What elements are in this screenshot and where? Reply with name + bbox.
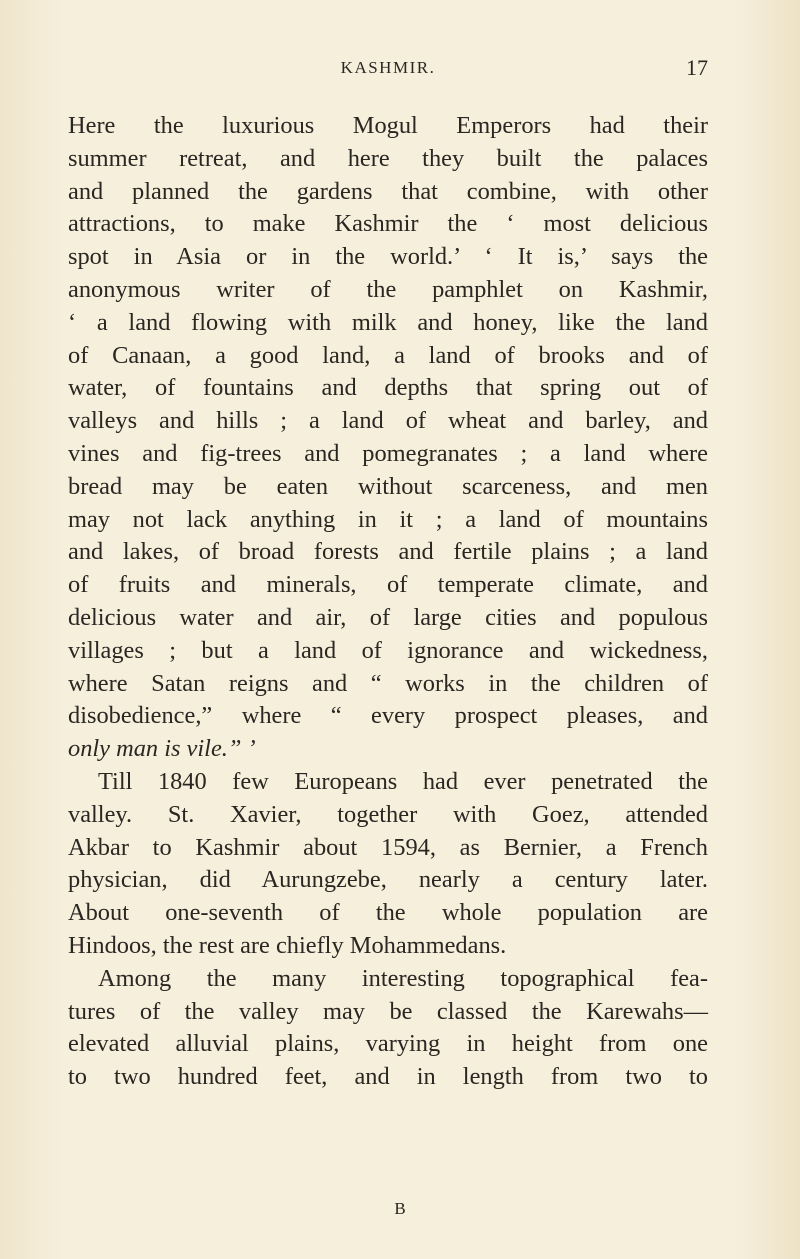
text-line: villages ; but a land of ignorance and wickedness, bbox=[68, 636, 708, 664]
paragraph bbox=[68, 110, 708, 766]
running-head bbox=[68, 55, 708, 82]
text-line-italic: only man is vile.” ’ bbox=[68, 735, 256, 763]
text-line: Here the luxurious Mogul Emperors had their bbox=[68, 112, 708, 139]
text-line: Akbar to Kashmir about 1594, as Bernier, a French bbox=[68, 833, 708, 861]
text-line: ‘ a land flowing with milk and honey, like the land bbox=[68, 308, 708, 336]
text-line: water, of fountains and depths that spring out of bbox=[68, 374, 708, 402]
text-line: Hindoos, the rest are chiefly Mohammedans. bbox=[68, 931, 507, 959]
text-line: physician, did Aurungzebe, nearly a century later. bbox=[68, 866, 708, 894]
text-line: About one-seventh of the whole population are bbox=[68, 899, 708, 927]
text-line: tures of the valley may be classed the Karewahs— bbox=[68, 997, 708, 1025]
text-line: elevated alluvial plains, varying in height from one bbox=[68, 1030, 708, 1058]
signature-mark: B bbox=[394, 1199, 406, 1218]
text-line: to two hundred feet, and in length from two to bbox=[68, 1063, 708, 1091]
text-line: attractions, to make Kashmir the ‘ most delicious bbox=[68, 210, 708, 238]
text-line: valleys and hills ; a land of wheat and barley, and bbox=[68, 407, 708, 435]
text-line: anonymous writer of the pamphlet on Kashmir, bbox=[68, 275, 708, 303]
text-line: summer retreat, and here they built the palaces bbox=[68, 144, 708, 172]
text-line: Among the many interesting topographical fea- bbox=[98, 964, 708, 992]
text-line: spot in Asia or in the world.’ ‘ It is,’ says the bbox=[68, 243, 708, 271]
text-line: Till 1840 few Europeans had ever penetrated the bbox=[98, 767, 708, 795]
paragraph bbox=[68, 766, 708, 963]
text-line: bread may be eaten without scarceness, and men bbox=[68, 472, 708, 500]
text-line: and lakes, of broad forests and fertile plains ; a land bbox=[68, 538, 708, 566]
text-line: and planned the gardens that combine, with other bbox=[68, 177, 708, 205]
text-line: of Canaan, a good land, a land of brooks and of bbox=[68, 341, 708, 369]
paragraph bbox=[68, 963, 708, 1094]
text-line: delicious water and air, of large cities and populous bbox=[68, 603, 708, 631]
text-line: valley. St. Xavier, together with Goez, attended bbox=[68, 800, 708, 828]
body-text bbox=[68, 110, 708, 1094]
text-line: vines and fig-trees and pomegranates ; a land where bbox=[68, 439, 708, 467]
text-line: where Satan reigns and “ works in the children of bbox=[68, 669, 708, 697]
text-line: of fruits and minerals, of temperate climate, and bbox=[68, 571, 708, 599]
page-number: 17 bbox=[686, 55, 708, 80]
text-line: disobedience,” where “ every prospect pleases, and bbox=[68, 702, 708, 730]
running-title: KASHMIR. bbox=[340, 58, 436, 77]
text-line: may not lack anything in it ; a land of mountains bbox=[68, 505, 708, 533]
